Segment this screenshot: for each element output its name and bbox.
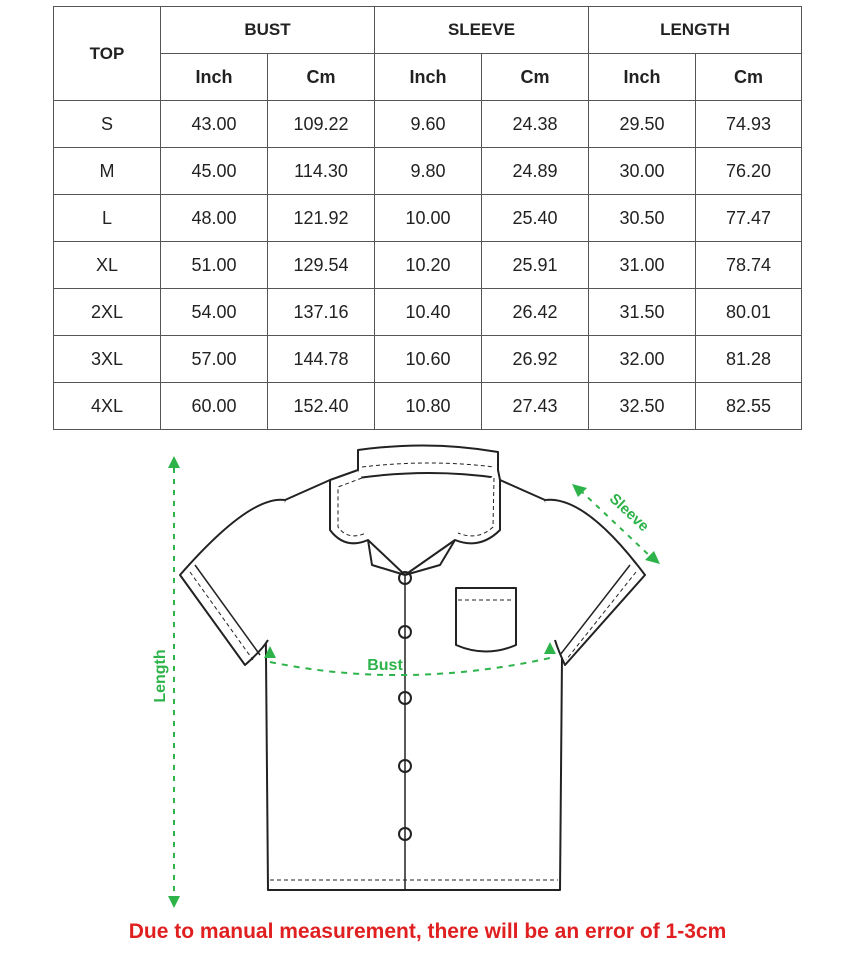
size-cell: 4XL [54,383,161,430]
value-cell: 82.55 [696,383,802,430]
length-arrow [168,456,180,908]
unit-header: Cm [696,54,802,101]
value-cell: 54.00 [161,289,268,336]
value-cell: 76.20 [696,148,802,195]
value-cell: 81.28 [696,336,802,383]
value-cell: 9.80 [375,148,482,195]
unit-header: Cm [482,54,589,101]
value-cell: 48.00 [161,195,268,242]
value-cell: 57.00 [161,336,268,383]
value-cell: 114.30 [268,148,375,195]
value-cell: 78.74 [696,242,802,289]
unit-header: Inch [589,54,696,101]
size-chart-table [53,6,802,430]
group-header-sleeve: SLEEVE [375,7,589,54]
measurement-error-note: Due to manual measurement, there will be an error of 1-3cm [128,920,727,943]
table-row [54,101,802,148]
value-cell: 43.00 [161,101,268,148]
table-row [54,242,802,289]
value-cell: 24.89 [482,148,589,195]
sleeve-label: Sleeve [605,490,653,536]
unit-header: Cm [268,54,375,101]
value-cell: 26.42 [482,289,589,336]
value-cell: 31.00 [589,242,696,289]
table-row [54,383,802,430]
value-cell: 24.38 [482,101,589,148]
value-cell: 121.92 [268,195,375,242]
value-cell: 10.00 [375,195,482,242]
value-cell: 10.80 [375,383,482,430]
header-row-units [54,54,802,101]
value-cell: 32.00 [589,336,696,383]
value-cell: 27.43 [482,383,589,430]
group-header-length: LENGTH [589,7,802,54]
value-cell: 9.60 [375,101,482,148]
size-cell: 2XL [54,289,161,336]
value-cell: 10.40 [375,289,482,336]
value-cell: 30.50 [589,195,696,242]
size-cell: 3XL [54,336,161,383]
length-label: Length [152,649,169,703]
corner-label: TOP [54,7,161,101]
value-cell: 10.60 [375,336,482,383]
value-cell: 60.00 [161,383,268,430]
value-cell: 31.50 [589,289,696,336]
unit-header: Inch [161,54,268,101]
value-cell: 32.50 [589,383,696,430]
size-cell: L [54,195,161,242]
value-cell: 129.54 [268,242,375,289]
table-row [54,195,802,242]
table-row [54,336,802,383]
header-row-groups [54,7,802,54]
table-row [54,289,802,336]
value-cell: 10.20 [375,242,482,289]
value-cell: 30.00 [589,148,696,195]
size-cell: M [54,148,161,195]
value-cell: 74.93 [696,101,802,148]
group-header-bust: BUST [161,7,375,54]
shirt-diagram [0,440,855,920]
shirt-outline-icon [180,445,645,890]
value-cell: 29.50 [589,101,696,148]
unit-header: Inch [375,54,482,101]
value-cell: 25.40 [482,195,589,242]
value-cell: 77.47 [696,195,802,242]
size-cell: XL [54,242,161,289]
size-cell: S [54,101,161,148]
value-cell: 26.92 [482,336,589,383]
value-cell: 137.16 [268,289,375,336]
value-cell: 109.22 [268,101,375,148]
table-row [54,148,802,195]
value-cell: 51.00 [161,242,268,289]
value-cell: 25.91 [482,242,589,289]
value-cell: 80.01 [696,289,802,336]
value-cell: 144.78 [268,336,375,383]
value-cell: 45.00 [161,148,268,195]
bust-label: Bust [367,657,403,674]
value-cell: 152.40 [268,383,375,430]
